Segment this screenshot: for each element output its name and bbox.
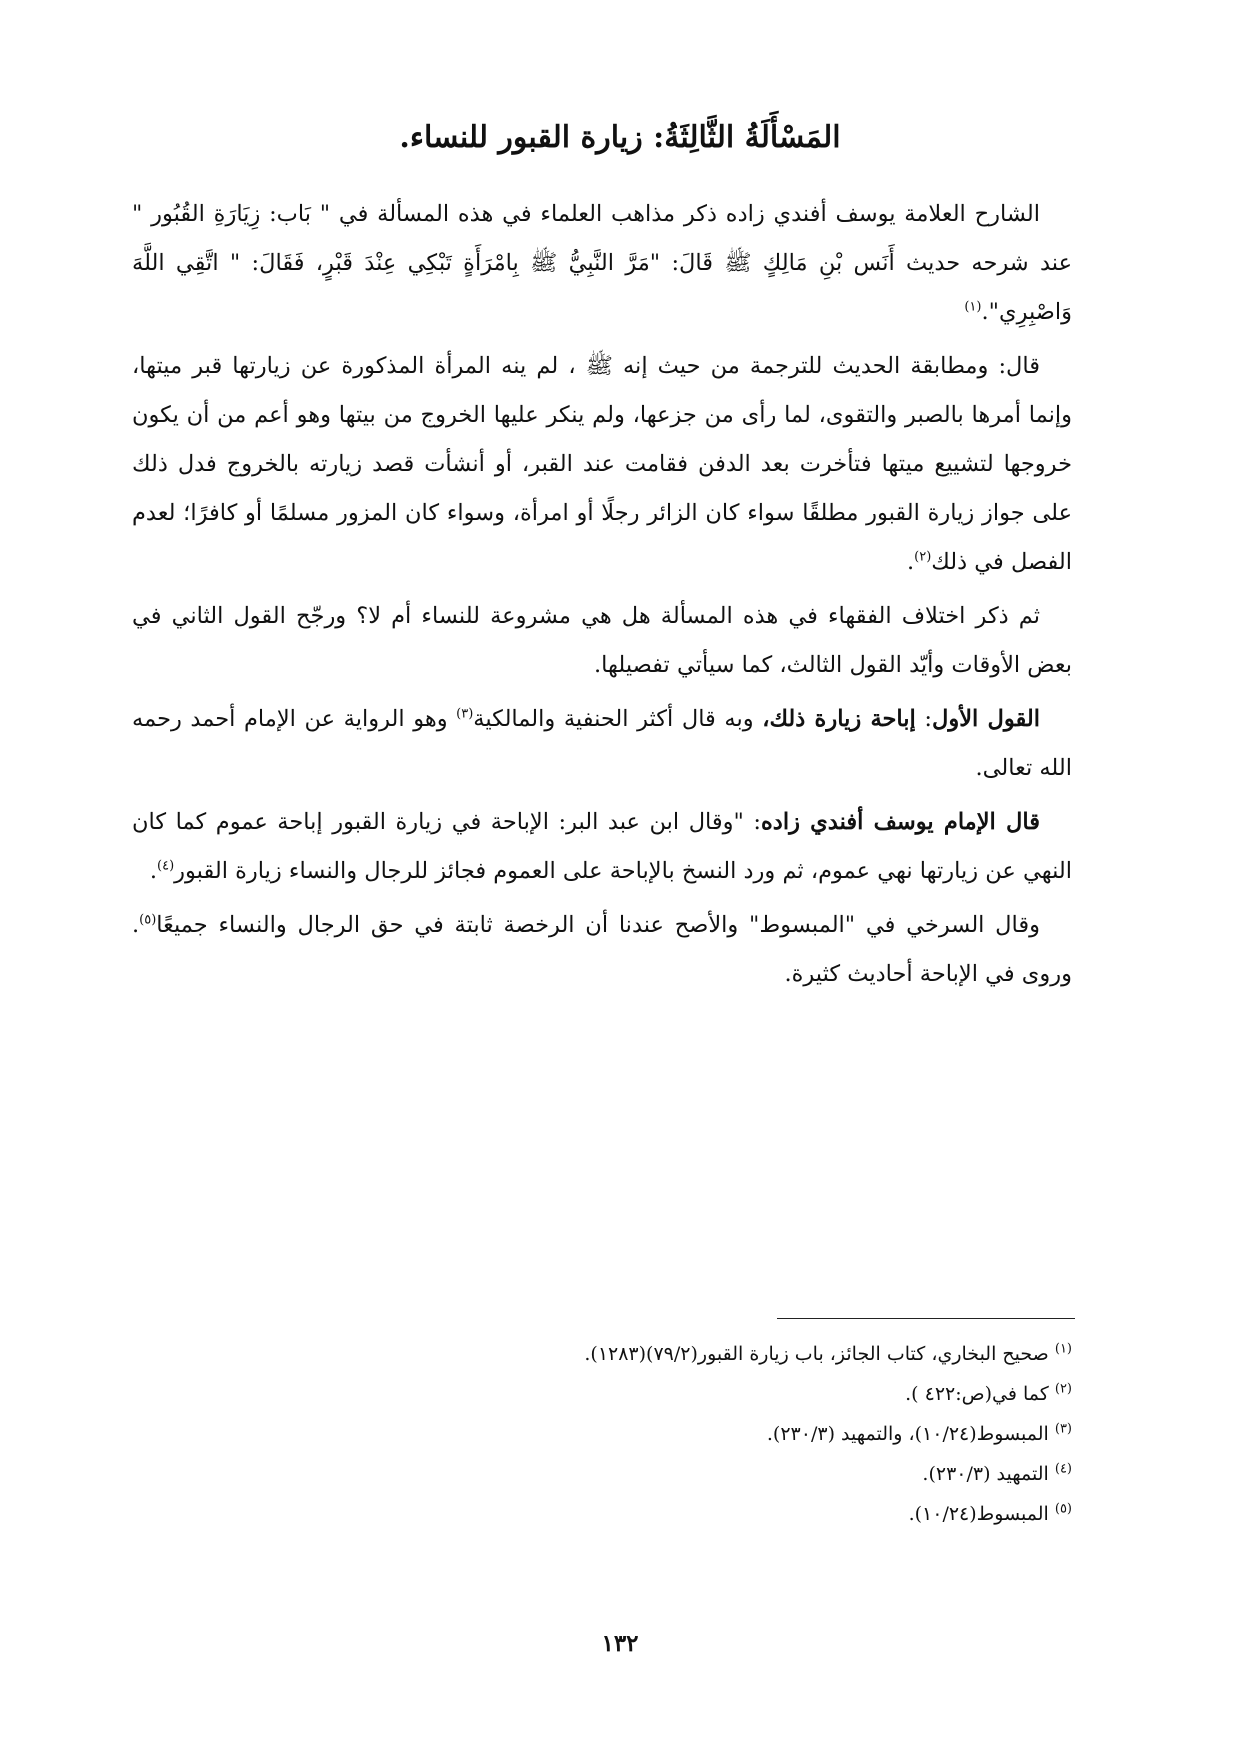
footnote-item xyxy=(132,1334,1072,1374)
footnote-number: (٥) xyxy=(1054,1501,1072,1517)
footnote-text: التمهيد (٢٣٠/٣). xyxy=(922,1463,1049,1485)
section-title: المَسْأَلَةُ الثَّالِثَةُ: زيارة القبور للنساء. xyxy=(399,120,841,155)
paragraph-4 xyxy=(132,695,1072,793)
paragraph-1-text: الشارح العلامة يوسف أفندي زاده ذكر مذاهب العلماء في هذه المسألة في " بَاب: زِيَارَةِ القُبُور " عند شرحه حديث أَنَس بْنِ مَالِكٍ ﷺ قَالَ: "مَرَّ النَّبِيُّ ﷺ بِامْرَأَةٍ تَبْكِي عِنْدَ قَبْرٍ، فَقَالَ: " اتَّقِي اللَّهَ وَاصْبِرِي". xyxy=(132,201,1072,325)
footnote-item xyxy=(132,1454,1072,1494)
footnote-text: المبسوط(١٠/٢٤)، والتمهيد (٢٣٠/٣). xyxy=(766,1423,1049,1445)
first-opinion-heading: القول الأول xyxy=(931,706,1041,732)
paragraph-4-text-2: وهو الرواية عن الإمام أحمد رحمه الله تعالى. xyxy=(132,706,1072,781)
footnote-number: (١) xyxy=(1054,1341,1072,1357)
paragraph-6 xyxy=(132,901,1072,999)
footnote-number: (٣) xyxy=(1054,1421,1072,1437)
footnote-ref-5[interactable]: (٥) xyxy=(139,912,157,928)
footnote-text: المبسوط(١٠/٢٤). xyxy=(908,1503,1049,1525)
footnotes xyxy=(132,1334,1072,1534)
paragraph-2-end: . xyxy=(907,549,915,575)
footnote-separator xyxy=(777,1318,1075,1319)
footnote-ref-4[interactable]: (٤) xyxy=(157,858,175,874)
footnote-ref-2[interactable]: (٢) xyxy=(914,549,932,565)
footnote-text: كما في(ص:٤٢٢ ). xyxy=(905,1383,1049,1405)
page-number: ١٣٢ xyxy=(601,1630,639,1657)
footnote-item xyxy=(132,1414,1072,1454)
paragraph-5 xyxy=(132,798,1072,896)
footnote-text: صحيح البخاري، كتاب الجائز، باب زيارة القبور(٧٩/٢)(١٢٨٣). xyxy=(584,1343,1049,1365)
footnote-number: (٢) xyxy=(1054,1381,1072,1397)
footnote-number: (٤) xyxy=(1054,1461,1072,1477)
footnote-item xyxy=(132,1494,1072,1534)
imam-quote-heading: قال الإمام يوسف أفندي زاده xyxy=(761,809,1040,835)
first-opinion-ruling: إباحة زيارة ذلك، xyxy=(762,706,916,732)
paragraph-4-colon: : xyxy=(915,706,932,732)
footnote-item xyxy=(132,1374,1072,1414)
paragraph-6-text: وقال السرخي في "المبسوط" والأصح عندنا أن الرخصة ثابتة في حق الرجال والنساء جميعًا xyxy=(156,912,1040,938)
paragraph-5-end: . xyxy=(149,858,158,884)
footnote-ref-3[interactable]: (٣) xyxy=(456,706,474,722)
paragraph-3: ثم ذكر اختلاف الفقهاء في هذه المسألة هل هي مشروعة للنساء أم لا؟ ورجّح القول الثاني في بعض الأوقات وأيّد القول الثالث، كما سيأتي تفصيلها. xyxy=(132,603,1072,678)
body-text xyxy=(132,190,1072,1004)
paragraph-2 xyxy=(132,342,1072,587)
paragraph-4-text-1: وبه قال أكثر الحنفية والمالكية xyxy=(473,706,763,732)
footnote-ref-1[interactable]: (١) xyxy=(964,299,982,315)
paragraph-1 xyxy=(132,190,1072,337)
paragraph-6-end: . وروى في الإباحة أحاديث كثيرة. xyxy=(132,912,1072,987)
paragraph-5-text: : "وقال ابن عبد البر: الإباحة في زيارة القبور إباحة عموم كما كان النهي عن زيارتها نهي عموم، ثم ورد النسخ بالإباحة على العموم فجائز للرجال والنساء زيارة القبور xyxy=(132,809,1072,884)
paragraph-2-text: قال: ومطابقة الحديث للترجمة من حيث إنه ﷺ ، لم ينه المرأة المذكورة عن زيارتها قبر ميتها، وإنما أمرها بالصبر والتقوى، لما رأى من جزعها، ولم ينكر عليها الخروج من بيتها وهو أعم من أن يكون خروجها لتشييع ميتها فتأخرت بعد الدفن فقامت عند القبر، أو أنشأت قصد زيارته بالخروج فدل ذلك على جواز زيارة القبور مطلقًا سواء كان الزائر رجلًا أو امرأة، وسواء كان المزور مسلمًا أو كافرًا؛ لعدم الفصل في ذلك xyxy=(132,353,1072,575)
